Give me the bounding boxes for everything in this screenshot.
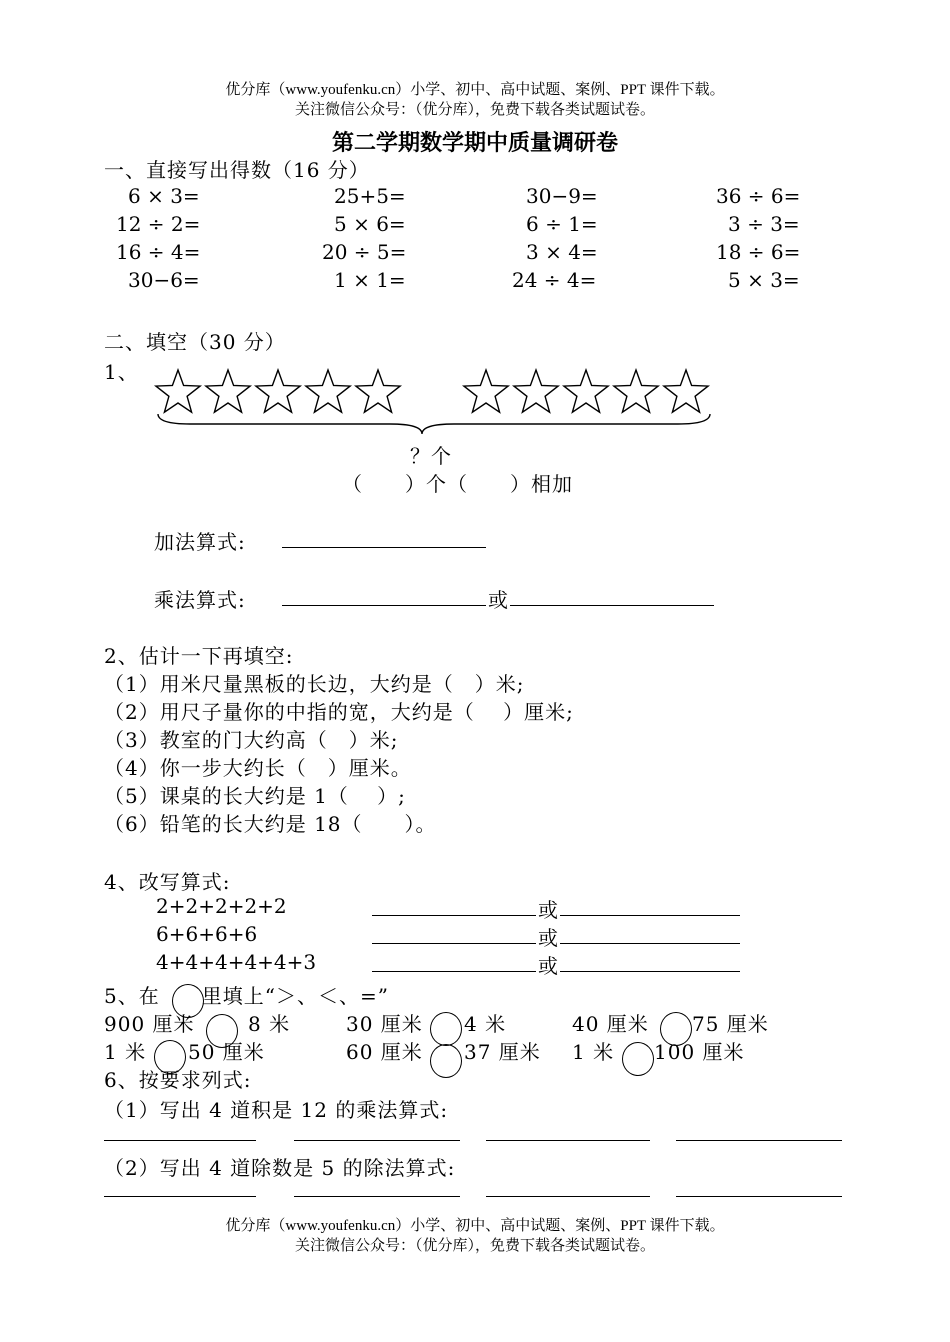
brace-icon [158, 414, 710, 434]
multiplication-label: 乘法算式: [154, 588, 246, 612]
problem-cell: 6 ÷ 1= [526, 212, 598, 236]
multiplication-answer-line-1[interactable] [282, 605, 486, 606]
q1-number: 1、 [104, 360, 139, 384]
or-label: 或 [538, 898, 559, 922]
q5-value: 40 厘米 [572, 1012, 649, 1036]
q5-value: 100 厘米 [654, 1040, 745, 1064]
q6-answer-line[interactable] [104, 1196, 256, 1197]
q5-value: 75 厘米 [692, 1012, 769, 1036]
q2-item: （1）用米尺量黑板的长边，大约是（ ）米; [104, 672, 525, 696]
q4-expression: 6+6+6+6 [156, 922, 258, 946]
q2-heading: 2、估计一下再填空: [104, 644, 294, 668]
q1-phrase: （ ）个（ ）相加 [342, 472, 573, 496]
problem-cell: 5 × 3= [728, 268, 800, 292]
q2-item: （4）你一步大约长（ ）厘米。 [104, 756, 412, 780]
q5-value: 900 厘米 [104, 1012, 195, 1036]
section-2-heading: 二、填空（30 分） [104, 330, 286, 354]
star-icon [464, 370, 508, 412]
or-label: 或 [538, 926, 559, 950]
star-icon [614, 370, 658, 412]
multiplication-answer-line-2[interactable] [510, 605, 714, 606]
or-label: 或 [538, 954, 559, 978]
problem-cell: 3 ÷ 3= [728, 212, 800, 236]
star-diagram [150, 368, 720, 448]
q5-value: 60 厘米 [346, 1040, 423, 1064]
q4-heading: 4、改写算式: [104, 870, 231, 894]
compare-circle-blank[interactable] [430, 1012, 462, 1046]
problem-cell: 25+5= [334, 184, 406, 208]
footer-line-1: 优分库（www.youfenku.cn）小学、初中、高中试题、案例、PPT 课件下载。 [225, 1218, 725, 1234]
q6-answer-line[interactable] [486, 1196, 650, 1197]
q2-item: （3）教室的门大约高（ ）米; [104, 728, 399, 752]
problem-cell: 5 × 6= [334, 212, 406, 236]
problem-cell: 18 ÷ 6= [716, 240, 801, 264]
problem-cell: 1 × 1= [334, 268, 406, 292]
q5-value: 4 米 [464, 1012, 507, 1036]
star-icon [564, 370, 608, 412]
problem-cell: 6 × 3= [128, 184, 200, 208]
problem-cell: 36 ÷ 6= [716, 184, 801, 208]
addition-label: 加法算式: [154, 530, 246, 554]
star-group-right [464, 370, 708, 412]
problem-cell: 30−6= [128, 268, 200, 292]
section-1-heading: 一、直接写出得数（16 分） [104, 158, 370, 182]
star-icon [356, 370, 400, 412]
compare-circle-blank[interactable] [622, 1042, 654, 1076]
q2-item: （6）铅笔的长大约是 18（ ）。 [104, 812, 437, 836]
q5-value: 1 米 [572, 1040, 615, 1064]
problem-cell: 16 ÷ 4= [116, 240, 201, 264]
problem-cell: 24 ÷ 4= [512, 268, 597, 292]
star-icon [206, 370, 250, 412]
q2-item: （2）用尺子量你的中指的宽，大约是（ ）厘米; [104, 700, 574, 724]
q6-answer-line[interactable] [676, 1140, 842, 1141]
q4-expression: 4+4+4+4+4+3 [156, 950, 317, 974]
problem-cell: 30−9= [526, 184, 598, 208]
q4-expression: 2+2+2+2+2 [156, 894, 287, 918]
header-line-2: 关注微信公众号：（优分库），免费下载各类试题试卷。 [294, 102, 655, 118]
q5-value: 30 厘米 [346, 1012, 423, 1036]
q6-heading: 6、按要求列式: [104, 1068, 252, 1092]
star-icon [514, 370, 558, 412]
or-label: 或 [488, 588, 509, 612]
q5-heading: 5、在 里填上“＞、＜、=” [104, 984, 389, 1008]
q5-value: 37 厘米 [464, 1040, 541, 1064]
q6-answer-line[interactable] [486, 1140, 650, 1141]
q4-answer-line[interactable] [560, 943, 740, 944]
header-line-1: 优分库（www.youfenku.cn）小学、初中、高中试题、案例、PPT 课件下载。 [225, 82, 725, 98]
q4-answer-line[interactable] [560, 971, 740, 972]
star-group-left [156, 370, 400, 412]
q6-sub2: （2）写出 4 道除数是 5 的除法算式: [104, 1156, 456, 1180]
q4-answer-line[interactable] [560, 915, 740, 916]
footer-line-2: 关注微信公众号：（优分库），免费下载各类试题试卷。 [294, 1238, 655, 1254]
q1-question: ？个 [410, 444, 452, 468]
star-icon [306, 370, 350, 412]
q4-answer-line[interactable] [372, 971, 536, 972]
star-icon [256, 370, 300, 412]
addition-answer-line[interactable] [282, 547, 486, 548]
q6-sub1: （1）写出 4 道积是 12 的乘法算式: [104, 1098, 449, 1122]
q4-answer-line[interactable] [372, 915, 536, 916]
q2-item: （5）课桌的长大约是 1（ ）; [104, 784, 406, 808]
q6-answer-line[interactable] [294, 1140, 460, 1141]
problem-cell: 12 ÷ 2= [116, 212, 201, 236]
page-title: 第二学期数学期中质量调研卷 [331, 130, 618, 156]
q5-value: 50 厘米 [188, 1040, 265, 1064]
star-icon [156, 370, 200, 412]
compare-circle-blank[interactable] [430, 1044, 462, 1078]
problem-cell: 20 ÷ 5= [322, 240, 407, 264]
q4-answer-line[interactable] [372, 943, 536, 944]
q5-value: 8 米 [248, 1012, 291, 1036]
q6-answer-line[interactable] [294, 1196, 460, 1197]
star-icon [664, 370, 708, 412]
problem-cell: 3 × 4= [526, 240, 598, 264]
q5-value: 1 米 [104, 1040, 147, 1064]
q6-answer-line[interactable] [104, 1140, 256, 1141]
q6-answer-line[interactable] [676, 1196, 842, 1197]
